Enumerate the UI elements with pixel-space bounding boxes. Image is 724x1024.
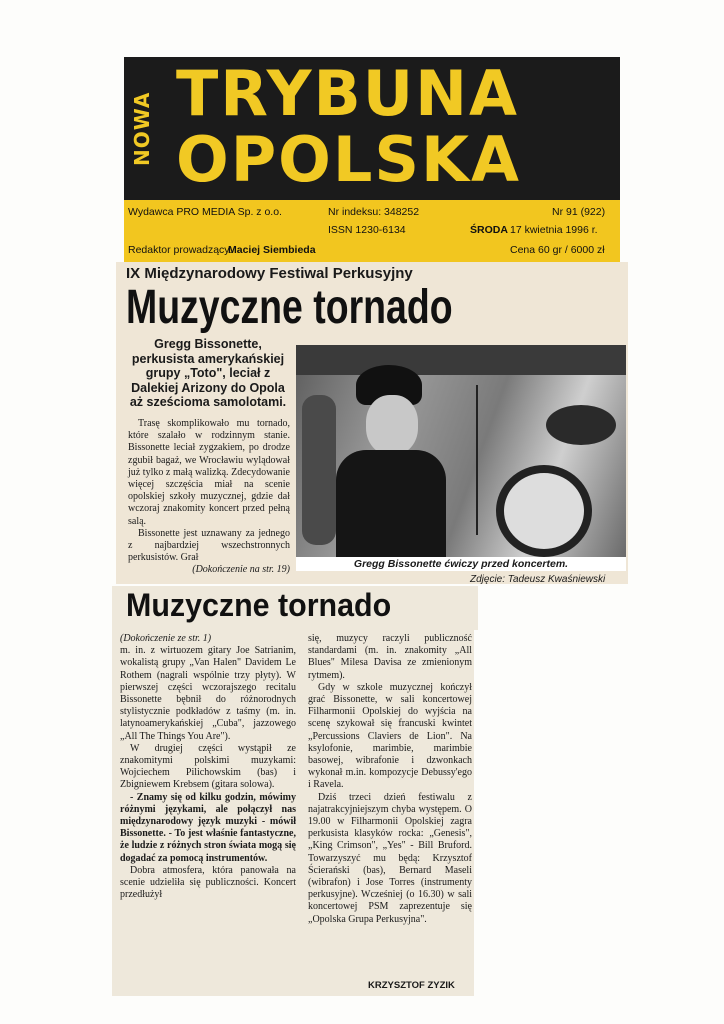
article-kicker: IX Międzynarodowy Festiwal Perkusyjny (126, 265, 413, 282)
paragraph: Trasę skomplikowało mu tornado, które szalało w rodzinnym stanie. Bissonette leciał zygzakiem, po drodze zgubił bagaż, we Wrocławiu wylądował już tylko z małą walizką. Zdecydowanie więcej szczęścia miał na scenie opolskiej szkoły muzycznej, gdzie dał wczoraj znakomity koncert przed pełną salą. (128, 418, 290, 527)
issue-number: Nr 91 (922) (552, 206, 606, 218)
paragraph: Dobra atmosfera, która panowała na scenie udzieliła się publiczności. Koncert przedłużył (120, 864, 296, 901)
paragraph: się, muzycy raczyli publiczność standardami (m. in. znakomity „All Blues" Milesa Davisa ze zmienionym rytmem). (308, 633, 472, 681)
photo-credit: Zdjęcie: Tadeusz Kwaśniewski (470, 574, 606, 585)
publisher: Wydawca PRO MEDIA Sp. z o.o. (128, 206, 282, 218)
continuation-note: (Dokończenie na str. 19) (192, 564, 290, 576)
photo-caption: Gregg Bissonette ćwiczy przed koncertem. (296, 557, 626, 571)
index-number: Nr indeksu: 348252 (328, 206, 420, 218)
info-bar (124, 200, 620, 262)
article-body-column-1 (120, 633, 296, 901)
article-body-column-2 (308, 633, 472, 926)
clipping-edge (470, 586, 478, 630)
drummer-photo (296, 345, 626, 557)
paragraph: - Znamy się od kilku godzin, mówimy różnymi językami, ale połączył nas międzynarodowy język muzyki - mówił Bissonette. - To jest właśnie fantastyczne, że ludzie z różnych stron świata mogą się dogadać za pomocą instrumentów. (120, 791, 296, 864)
article-headline: Muzyczne tornado (126, 281, 453, 334)
paragraph: Dziś trzeci dzień festiwalu z najatrakcyjniejszym chyba występem. O 19.00 w Filharmonii Opolskiej zagra perkusista klasyków rocka: „Genesis", „King Crimson", „Yes" - Bill Bruford. Towarzyszyć mu będą: Krzysztof Ścierański (bas), Bernard Maseli (wibrafon) i Jose Torres (instrumenty perkusyjne). Wcześniej (o 16.30) w sali koncertowej PSM zaprezentuje się „Opolska Grupa Perkusyjna". (308, 791, 472, 925)
masthead-side-word: NOWA (130, 91, 154, 166)
issue-date: 17 kwietnia 1996 r. (510, 224, 598, 236)
paragraph: Bissonette jest uznawany za jednego z najbardziej wszechstronnych perkusistów. Grał (128, 527, 290, 564)
paragraph: Gdy w szkole muzycznej kończył grać Bissonette, w sali koncertowej Filharmonii Opolskiej do wyjścia na scenę szykował się francuski kwintet „Percussions Claviers de Lion". Na ksylofonie, marimbie, marimbie basowej, wibrafonie i dzwonkach wykonał m.in. kompozycje Debussy'ego i Ravela. (308, 681, 472, 791)
author-signature: KRZYSZTOF ZYZIK (368, 980, 455, 991)
price: Cena 60 gr / 6000 zł (510, 244, 605, 256)
paragraph: m. in. z wirtuozem gitary Joe Satrianim, wokalistą grupy „Van Halen" Davidem Le Rothem (nagrali wspólnie trzy płyty). W pierwszej części wczorajszego recitalu Bissonette bębnił do różnorodnych stylistycznie podkładów z taśmy (m. in. latynoamerykańskiej „Cuba", jazzowego „All The Things You Are"). (120, 645, 296, 742)
masthead-title-line1: TRYBUNA (176, 57, 520, 130)
masthead (124, 57, 620, 200)
continuation-note: (Dokończenie ze str. 1) (120, 633, 212, 644)
weekday: ŚRODA (470, 224, 508, 236)
editor-label: Redaktor prowadzący: (128, 244, 233, 256)
article-body-front (128, 418, 290, 577)
issn: ISSN 1230-6134 (328, 224, 406, 236)
article-lead: Gregg Bissonette, perkusista amerykańskiej grupy „Toto", leciał z Dalekiej Arizony do Opola aż sześcioma samolotami. (129, 337, 287, 409)
masthead-title-line2: OPOLSKA (176, 123, 522, 196)
paragraph: W drugiej części wystąpił ze znakomitymi polskimi muzykami: Wojciechem Pilichowskim (bas) i Zbigniewem Krebsem (gitara solowa). (120, 742, 296, 791)
continuation-headline: Muzyczne tornado (126, 587, 392, 623)
editor-name: Maciej Siembieda (228, 244, 316, 256)
